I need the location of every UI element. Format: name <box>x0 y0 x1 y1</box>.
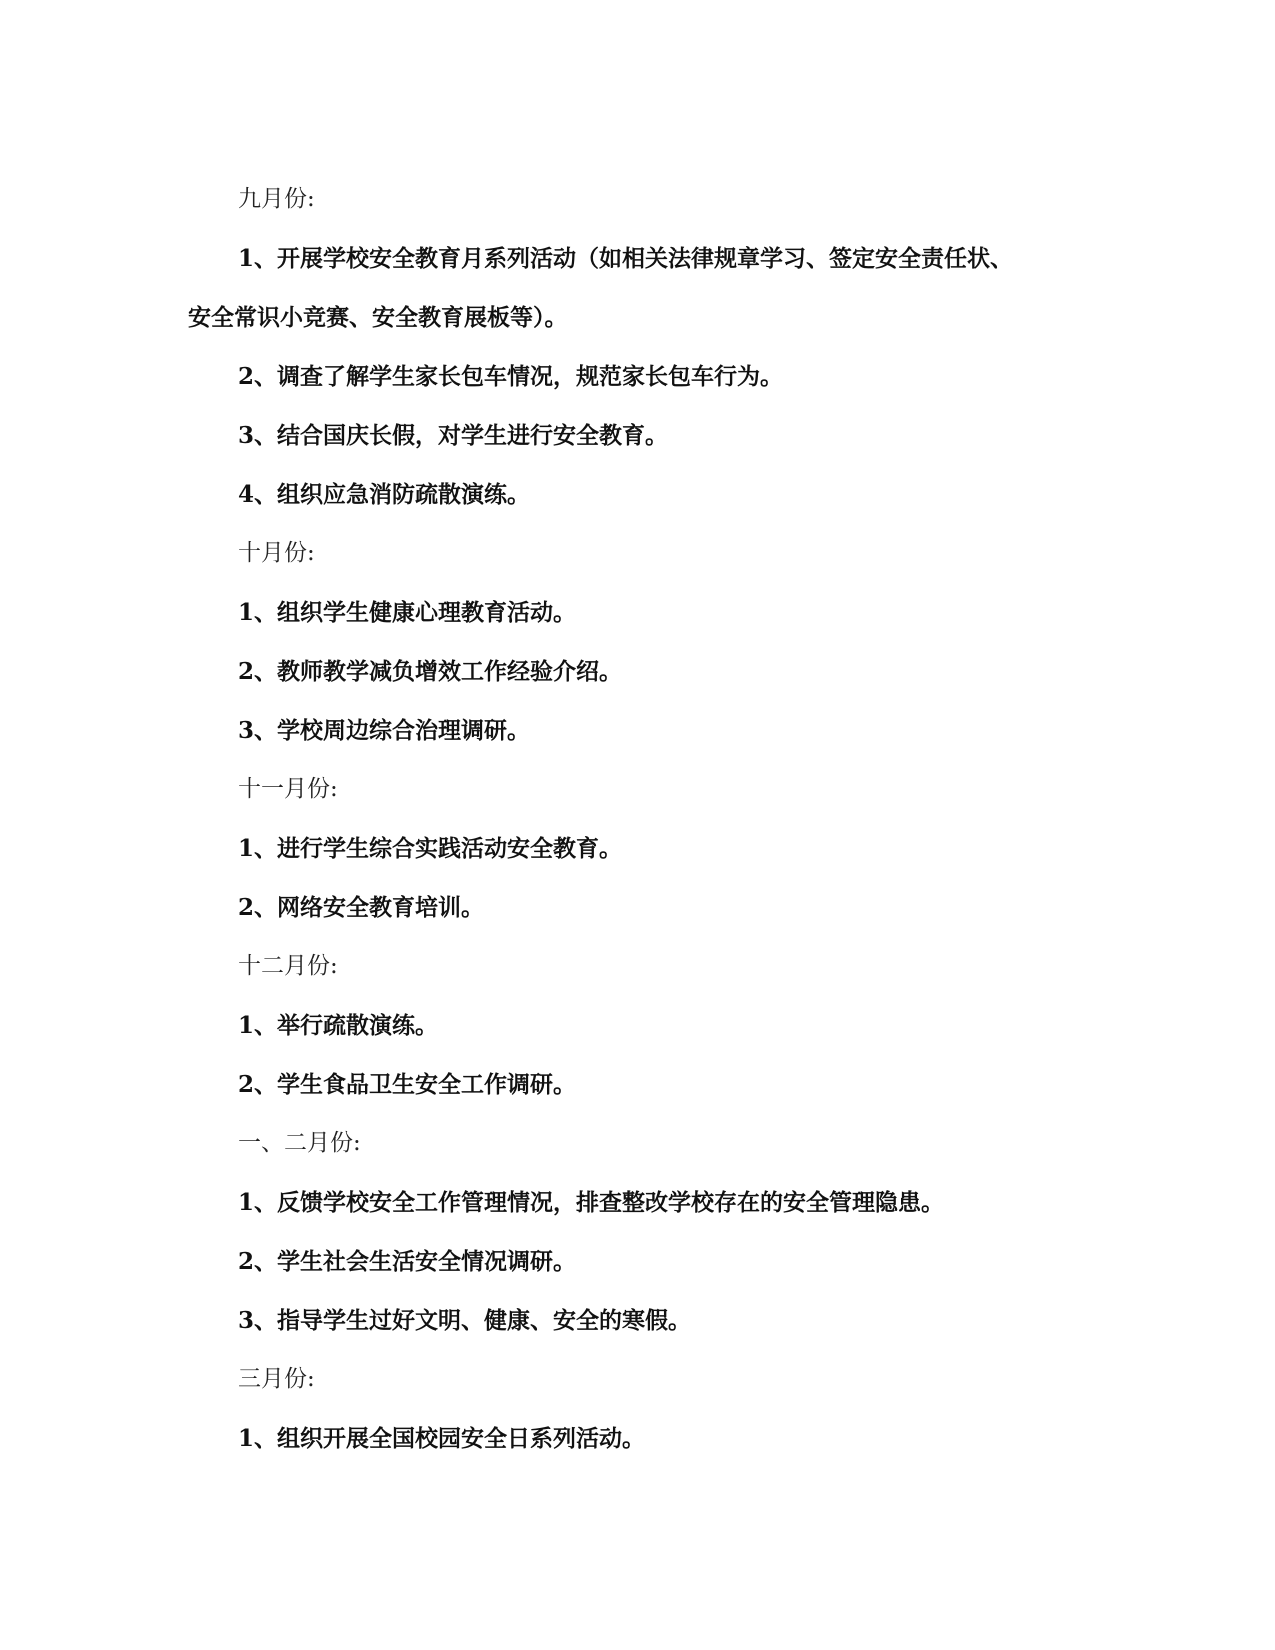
month-heading-october: 十月份: <box>238 540 315 566</box>
document-body <box>188 170 1068 1468</box>
list-item: 1、进行学生综合实践活动安全教育。 <box>238 835 623 862</box>
list-item: 2、教师教学减负增效工作经验介绍。 <box>238 658 623 685</box>
list-item: 2、网络安全教育培训。 <box>238 894 485 921</box>
list-item: 4、组织应急消防疏散演练。 <box>238 481 531 508</box>
list-item: 1、组织开展全国校园安全日系列活动。 <box>238 1425 646 1452</box>
month-heading-march: 三月份: <box>238 1366 315 1392</box>
list-item: 2、调查了解学生家长包车情况，规范家长包车行为。 <box>238 363 784 390</box>
list-item: 2、学生食品卫生安全工作调研。 <box>238 1071 577 1098</box>
month-heading-september: 九月份: <box>238 186 315 212</box>
month-heading-november: 十一月份: <box>238 776 338 802</box>
month-heading-jan-feb: 一、二月份: <box>238 1130 361 1156</box>
list-item: 3、学校周边综合治理调研。 <box>238 717 531 744</box>
list-item: 3、结合国庆长假，对学生进行安全教育。 <box>238 422 669 449</box>
list-item: 1、举行疏散演练。 <box>238 1012 439 1039</box>
list-item: 3、指导学生过好文明、健康、安全的寒假。 <box>238 1307 692 1334</box>
list-item: 1、组织学生健康心理教育活动。 <box>238 599 577 626</box>
month-heading-december: 十二月份: <box>238 953 338 979</box>
list-item: 1、开展学校安全教育月系列活动（如相关法律规章学习、签定安全责任状、 <box>238 245 1014 272</box>
list-item: 1、反馈学校安全工作管理情况，排查整改学校存在的安全管理隐患。 <box>238 1189 945 1216</box>
list-item-continuation: 安全常识小竞赛、安全教育展板等）。 <box>188 304 568 331</box>
list-item: 2、学生社会生活安全情况调研。 <box>238 1248 577 1275</box>
